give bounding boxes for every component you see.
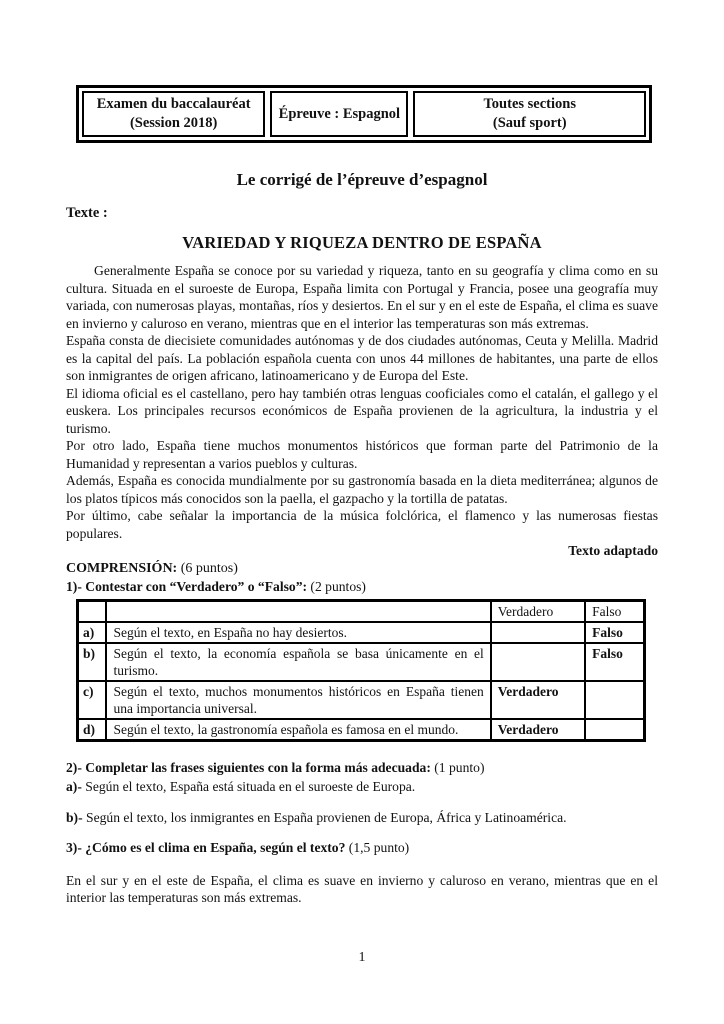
header-statement-cell [106,600,490,622]
reading-passage [66,262,658,560]
passage-paragraph: El idioma oficial es el castellano, pero hay también otras lenguas cooficiales como el catalán, el gallego y el euskera. Los principales recursos económicos de España provienen de la agricultura, la industria y el turismo. [66,385,658,436]
header-cell-exam [82,91,265,137]
page-number: 1 [358,950,366,965]
comprension-label: COMPRENSIÓN: [66,560,178,576]
passage-paragraph: Generalmente España se conoce por su variedad y riqueza, tanto en su geografía y clima como en su cultura. Situada en el suroeste de Europa, España limita con Portugal y Francia, posee una geografía muy variada, con numerosas playas, montañas, ríos y desiertos. En el sur y en el este de España, el clima es suave en invierno y caluroso en verano, mientras que en el interior las temperaturas son más extremas. [66,263,658,331]
subject-name: Épreuve : Espagnol [278,105,401,122]
question-3-points: (1,5 punto) [345,840,410,855]
texte-label: Texte : [66,205,108,221]
row-verdadero-answer: Verdadero [491,719,585,741]
row-falso-answer [585,681,644,719]
row-statement: Según el texto, en España no hay desiertos. [106,622,490,643]
question-2-points: (1 punto) [430,759,485,775]
question-2-label: 2)- Completar las frases siguientes con la forma más adecuada: [66,759,431,775]
item-b-letter: b)- [66,809,83,825]
header-falso-cell: Falso [585,600,644,622]
row-letter: c) [78,681,107,719]
passage-paragraph: Por otro lado, España tiene muchos monumentos históricos que forman parte del Patrimonio de la Humanidad y representan a varios pueblos y culturas. [66,438,658,471]
item-b-text: Según el texto, los inmigrantes en España provienen de Europa, África y Latinoamérica. [82,809,567,825]
question-2-item-b [66,809,658,827]
row-falso-answer: Falso [585,643,644,681]
texto-adaptado-note: Texto adaptado [568,543,658,558]
table-row [78,622,645,643]
question-3-label: 3)- ¿Cómo es el clima en España, según el texto? [66,840,346,855]
header-cell-subject [270,91,408,137]
row-falso-answer: Falso [585,622,644,643]
table-row [78,719,645,741]
question-1-points: (2 puntos) [307,579,366,594]
comprension-points: (6 puntos) [177,560,238,576]
sections-name: Toutes sections [483,96,576,112]
row-verdadero-answer [491,643,585,681]
item-a-text: Según el texto, España está situada en el suroeste de Europa. [81,779,416,794]
passage-paragraph: Por último, cabe señalar la importancia de la música folclórica, el flamenco y las numerosas fiestas populares. [66,508,658,541]
question-2-heading [66,759,658,777]
comprension-heading [66,560,658,578]
question-1-heading [66,578,658,596]
exam-name: Examen du baccalauréat [96,96,251,112]
row-letter: a) [78,622,107,643]
reading-text-title: VARIEDAD Y RIQUEZA DENTRO DE ESPAÑA [182,233,542,252]
table-row [78,681,645,719]
item-a-letter: a)- [66,779,82,794]
row-verdadero-answer: Verdadero [491,681,585,719]
exam-header-table [76,85,652,143]
sections-exception: (Sauf sport) [492,115,567,131]
header-cell-sections [413,91,646,137]
row-verdadero-answer [491,622,585,643]
passage-paragraph: España consta de diecisiete comunidades autónomas y de dos ciudades autónomas, Ceuta y Melilla. Madrid es la capital del país. La población española cuenta con unos 44 millones de habitantes, una parte de ellos son inmigrantes de origen africano, latinoamericano y de Europa del Este. [66,333,658,383]
question-2-item-a [66,778,658,796]
document-title: Le corrigé de l’épreuve d’espagnol [236,170,488,189]
row-letter: d) [78,719,107,741]
header-letter-cell [78,600,107,622]
header-verdadero-cell: Verdadero [491,600,585,622]
question-1-label: 1)- Contestar con “Verdadero” o “Falso”: [66,579,308,594]
table-header-row [78,600,645,622]
row-statement: Según el texto, muchos monumentos históricos en España tienen una importancia universal. [106,681,490,719]
row-statement: Según el texto, la gastronomía española es famosa en el mundo. [106,719,490,741]
page-content [66,0,658,907]
table-row [78,643,645,681]
exam-session: (Session 2018) [129,115,218,131]
row-letter: b) [78,643,107,681]
row-statement: Según el texto, la economía española se basa únicamente en el turismo. [106,643,490,681]
passage-paragraph: Además, España es conocida mundialmente por su gastronomía basada en la dieta mediterránea; algunos de los platos típicos más conocidos son la paella, el gazpacho y la tortilla de patatas. [66,473,658,506]
question-3-answer: En el sur y en el este de España, el clima es suave en invierno y caluroso en verano, mientras que en el interior las temperaturas son más extremas. [66,872,658,905]
true-false-table [76,599,646,742]
row-falso-answer [585,719,644,741]
question-3-heading [66,839,658,857]
